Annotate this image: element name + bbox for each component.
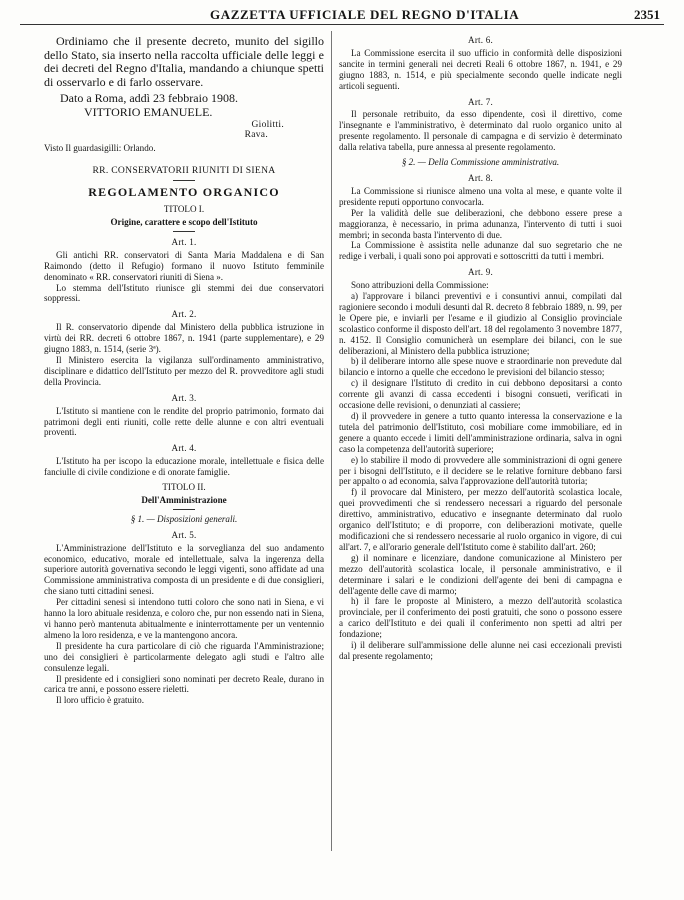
article-paragraph: Il loro ufficio è gratuito. [56,695,144,706]
article-heading: Art. 5. [171,529,197,540]
list-item: h) il fare le proposte al Ministero, a mezzo dell'autorità scolastica provinciale, per il conferimento dei posti gratuiti, che sono o possono essere a carico dell'Istituto e dei quali il conferimento non spetti ad altri per fondazione; [339,596,622,640]
titolo-2-subtitle: Dell'Amministrazione [141,494,227,505]
column-divider [331,31,332,851]
article-paragraph: Il personale retribuito, da esso dipendente, così il direttivo, come l'insegnante e l'amministrativo, è determinato dal ruolo organico unito al presente regolamento. Il personale di campagna e di servizio è determinato dalla relativa tabella, pure annessa al presente regolamento. [339,109,622,153]
decree-date: Dato a Roma, addì 23 febbraio 1908. [60,91,238,106]
list-item: b) il deliberare intorno alle spese nuove e straordinarie non prevedute dal bilancio e intorno a quelle che eccedono le previsioni del bilancio stesso; [339,356,622,378]
article-paragraph: La Commissione è assistita nelle adunanze dal suo segretario che ne redige i verbali, i quali sono poi approvati e sottoscritti da tutti i membri. [339,240,622,262]
page-header [20,6,664,25]
signature-rava: Rava. [244,130,268,141]
institute-name: RR. CONSERVATORII RIUNITI DI SIENA [92,165,276,177]
separator-rule [173,231,195,232]
list-item: e) lo stabilire il modo di provvedere alle somministrazioni di ogni genere per i bisogni dell'Istituto, e il decidere se le relative forniture debbano farsi per appalto o ad economia, salva l'approvazione dell'autorità tutoria; [339,454,622,487]
article-heading: Art. 4. [171,443,197,454]
visto-line: Visto Il guardasigilli: Orlando. [44,143,156,154]
regulation-title: REGOLAMENTO ORGANICO [88,185,280,200]
article-paragraph: Il Ministero esercita la vigilanza sull'ordinamento amministrativo, disciplinare e didattico dell'Istituto per mezzo del R. provveditore agli studi della Provincia. [44,354,324,387]
article-heading: Art. 3. [171,392,197,403]
titolo-1: TITOLO I. [163,204,205,215]
king-signature: VITTORIO EMANUELE. [84,104,213,119]
article-heading: Art. 2. [171,309,197,320]
article-paragraph: Per cittadini senesi si intendono tutti coloro che sono nati in Siena, e vi hanno la loro abituale residenza, e coloro che, pur non essendo nati in Siena, vi hanno però mantenuta abitualmente e ininterrottamente per un ventennio almeno la loro residenza, e ve la mantengono ancora. [44,597,324,640]
left-column [44,35,324,706]
article-heading: Art. 1. [171,236,197,247]
article-paragraph: Gli antichi RR. conservatori di Santa Maria Maddalena e di San Raimondo (detto il Refugio) formano il nuovo Istituto femminile denominato « RR. conservatori riuniti di Siena ». [44,249,324,282]
right-column [339,35,622,662]
article-paragraph: Il presidente ha cura particolare di ciò che riguarda l'Amministrazione; uno dei consiglieri è particolarmente delegato agli studi e l'altro alle consulenze legali. [44,640,324,673]
gazette-title: GAZZETTA UFFICIALE DEL REGNO D'ITALIA [210,7,520,22]
list-item: i) il deliberare sull'ammissione delle alunne nei casi eccezionali previsti dal presente regolamento; [339,640,622,661]
separator-rule [173,180,195,181]
article-heading: Art. 7. [468,96,493,107]
article-paragraph: Per la validità delle sue deliberazioni, che debbono essere prese a maggioranza, è necessario, in prima adunanza, l'intervento di tutti i suoi membri; in seconda basta l'intervento di due. [339,207,622,240]
article-paragraph: L'Amministrazione dell'Istituto e la sorveglianza del suo andamento economico, educativo, morale ed intellettuale, salva la ingerenza della superiore autorità governativa secondo le leggi vigenti, sono affidate ad una Commissione amministrativa composta di un presidente e di due consiglieri, che siano tutti cittadini senesi. [44,542,324,597]
article-paragraph: La Commissione esercita il suo ufficio in conformità delle disposizioni sancite in termini generali nei decreti Reali 6 ottobre 1867, n. 1941, e 29 giugno 1883, n. 1514, e più specialmente secondo quelle indicate negli articoli seguenti. [339,47,622,91]
article-paragraph: Sono attribuzioni della Commissione: [351,280,489,291]
article-paragraph: Il presidente ed i consiglieri sono nominati per decreto Reale, durano in carica tre anni, e possono essere rieletti. [44,673,324,695]
article-paragraph: Lo stemma dell'Istituto riunisce gli stemmi dei due conservatori soppressi. [44,282,324,304]
list-item: a) l'approvare i bilanci preventivi e i consuntivi annui, compilati dal ragioniere secondo i moduli desunti dal R. decreto 8 febbraio 1889, n. 99, per le Opere pie, e inviarli per l'esame e il giudizio al Consiglio provinciale scolastico conforme il disposto dell'art. 18 del regolamento 3 novembre 1877, n. 4152. Il Consiglio comunicherà un esemplare dei bilanci, con le sue deliberazioni, al Ministero della pubblica istruzione; [339,291,622,356]
titolo-1-subtitle: Origine, carattere e scopo dell'Istituto [110,217,258,227]
list-item: d) il provvedere in genere a tutto quanto interessa la conservazione e la tutela del patrimonio dell'Istituto, così mobiliare come immobiliare, ed in genere a quanto eccede i limiti dell'amministrazione ordinaria, salva in ogni caso la competenza dell'autorità superiore; [339,411,622,454]
signature-giolitti: Giolitti. [251,119,284,130]
section-heading: § 2. — Della Commissione amministrativa. [401,157,560,168]
article-heading: Art. 6. [468,35,493,45]
list-item: g) il nominare e licenziare, dandone comunicazione al Ministero per mezzo dell'autorità scolastica locale, il personale amministrativo, e il determinare i salari e le condizioni dell'agente dei beni di campagna e dell'agente delle cave di marmo; [339,552,622,596]
page-number: 2351 [634,7,660,22]
article-heading: Art. 9. [468,267,493,278]
article-paragraph: L'Istituto si mantiene con le rendite del proprio patrimonio, formato dai patrimoni degli enti riuniti, colle rette delle alunne e con altri eventuali proventi. [44,405,324,438]
article-paragraph: La Commissione si riunisce almeno una volta al mese, e quante volte il presidente reputi opportuno convocarla. [339,185,622,207]
list-item: f) il provocare dal Ministero, per mezzo dell'autorità scolastica locale, quei provvedimenti che si rendessero necessari a riguardo del personale direttivo, amministrativo, educativo e insegnante determinato dal ruolo organico dell'Istituto; e di proporre, con deliberazioni motivate, quelle modificazioni che si rendessero necessarie al ruolo organico in vigore, di cui all'art. 7, e all'orario generale dell'Istituto come è stabilito dall'art. 260; [339,487,622,552]
decree-closing: Ordiniamo che il presente decreto, munito del sigillo dello Stato, sia inserto nella raccolta ufficiale delle leggi e dei decreti del Regno d'Italia, mandando a chiunque spetti di osservarlo e di farlo osservare. [44,34,324,89]
article-paragraph: L'Istituto ha per iscopo la educazione morale, intellettuale e fisica delle fanciulle di civile condizione e di onorate famiglie. [44,456,324,478]
separator-rule [173,509,195,510]
article-paragraph: Il R. conservatorio dipende dal Ministero della pubblica istruzione in virtù dei RR. decreti 6 ottobre 1867, n. 1941 (parte supplementare), e 29 giugno 1883, n. 1514, (serie 3ª). [44,322,324,355]
article-heading: Art. 8. [468,172,493,183]
section-heading: § 1. — Disposizioni generali. [130,513,238,524]
list-item: c) il designare l'Istituto di credito in cui debbono depositarsi a conto corrente gli avanzi di cassa eccedenti i bisogni consueti, verificati in occasione delle revisioni, o denunziati al cassiere; [339,378,622,411]
titolo-2: TITOLO II. [162,482,206,493]
